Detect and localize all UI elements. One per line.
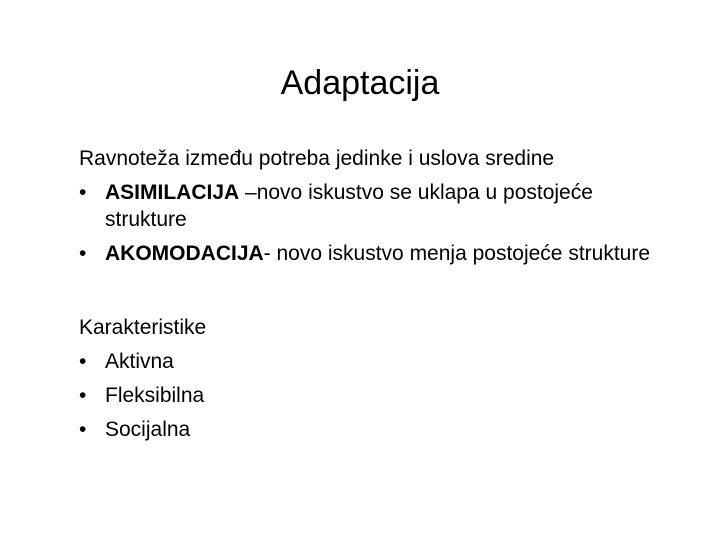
- list-item-fleksibilna: [79, 379, 679, 413]
- definition-list: [79, 176, 679, 271]
- list-item-label: Fleksibilna: [105, 384, 205, 407]
- bullet-icon: •: [79, 181, 87, 204]
- slide-title: Adaptacija: [280, 64, 440, 102]
- slide-content: [79, 142, 679, 447]
- spacer: [79, 271, 679, 311]
- definition-asimilacija: –novo iskustvo se uklapa u postojeće strukture: [105, 181, 593, 231]
- bullet-icon: •: [79, 384, 87, 407]
- list-item-body: [105, 176, 679, 237]
- term-asimilacija: ASIMILACIJA: [105, 181, 240, 204]
- section-heading-karakteristike: Karakteristike: [79, 316, 207, 339]
- list-item-akomodacija: [79, 237, 679, 271]
- list-item-body: [105, 237, 679, 271]
- list-item-label: Socijalna: [105, 418, 191, 441]
- list-item-aktivna: [79, 345, 679, 379]
- list-item-label: Aktivna: [105, 350, 174, 373]
- term-akomodacija: AKOMODACIJA: [105, 242, 264, 265]
- bullet-icon: •: [79, 350, 87, 373]
- list-item-asimilacija: [79, 176, 679, 237]
- intro-text: Ravnoteža između potreba jedinke i uslova sredine: [79, 147, 555, 170]
- list-item-socijalna: [79, 413, 679, 447]
- characteristics-list: [79, 345, 679, 447]
- definition-akomodacija: - novo iskustvo menja postojeće strukture: [263, 242, 651, 265]
- bullet-icon: •: [79, 242, 87, 265]
- bullet-icon: •: [79, 418, 87, 441]
